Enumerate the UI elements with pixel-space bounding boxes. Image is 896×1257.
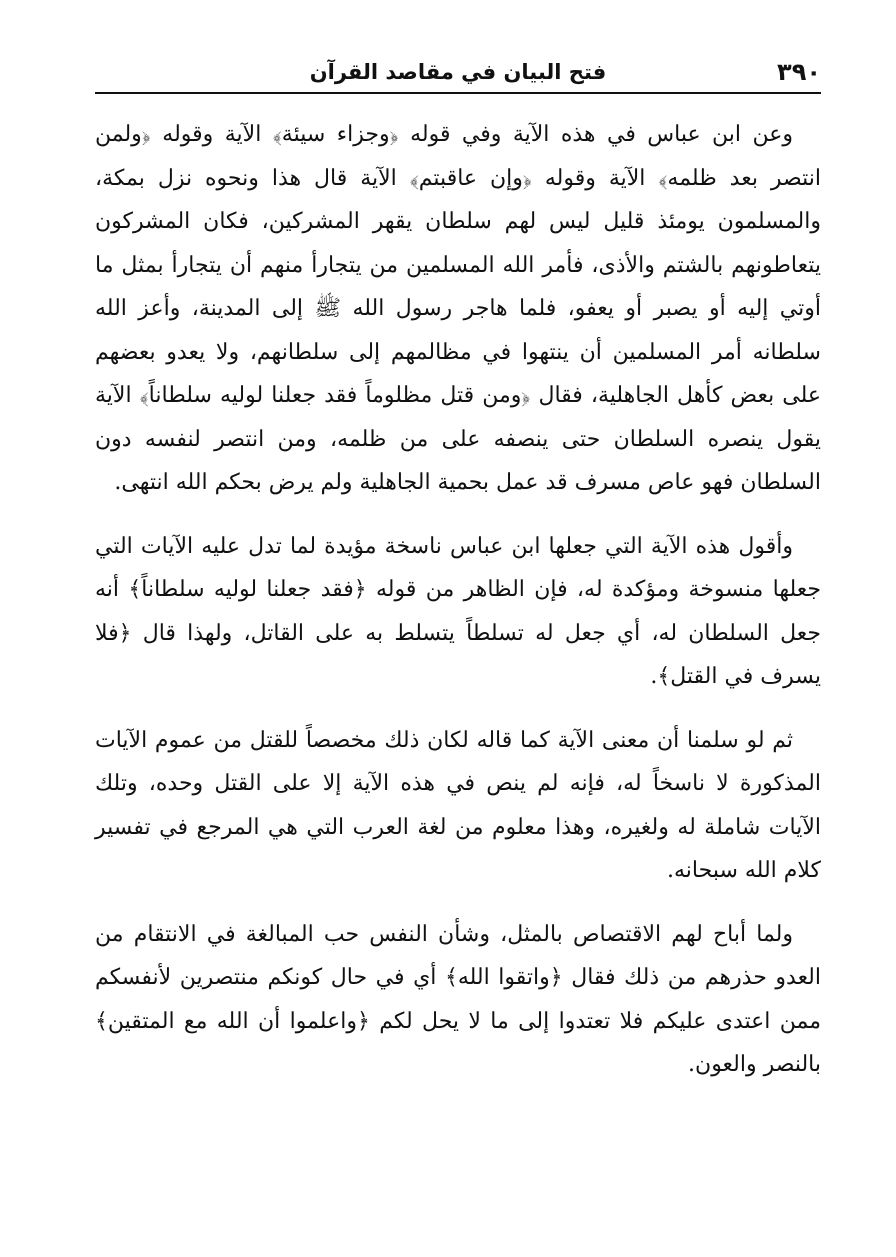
paragraph-2: وأقول هذه الآية التي جعلها ابن عباس ناسخة مؤيدة لما تدل عليه الآيات التي جعلها منسوخة ومؤكدة له، فإن الظاهر من قوله ﴿فقد جعلنا لوليه سلطاناً﴾ أنه جعل السلطان له، أي جعل له تسلطاً يتسلط به على القاتل، ولهذا قال ﴿فلا يسرف في القتل﴾.	[95, 533, 821, 689]
paragraph-1: وعن ابن عباس في هذه الآية وفي قوله ﴿وجزاء سيئة﴾ الآية وقوله ﴿ولمن انتصر بعد ظلمه﴾ الآية وقوله ﴿وإن عاقبتم﴾ الآية قال هذا ونحوه نزل بمكة، والمسلمون يومئذ قليل ليس لهم سلطان يقهر المشركين، فكان المشركون يتعاطونهم بالشتم والأذى، فأمر الله المسلمين من يتجارأ منهم أن يتجارأ بمثل ما أوتي إليه أو يصبر أو يعفو، فلما هاجر رسول الله ﷺ إلى المدينة، وأعز الله سلطانه أمر المسلمين أن ينتهوا في مظالمهم إلى سلطانهم، ولا يعدو بعضهم على بعض كأهل الجاهلية، فقال ﴿ومن قتل مظلوماً فقد جعلنا لوليه سلطاناً﴾ الآية يقول ينصره السلطان حتى ينصفه على من ظلمه، ومن انتصر لنفسه دون السلطان فهو عاص مسرف قد عمل بحمية الجاهلية ولم يرض بحكم الله انتهى.	[95, 122, 821, 495]
page-header	[95, 52, 821, 94]
paragraph-4: ولما أباح لهم الاقتصاص بالمثل، وشأن النفس حب المبالغة في الانتقام من العدو حذرهم من ذلك فقال ﴿واتقوا الله﴾ أي في حال كونكم منتصرين لأنفسكم ممن اعتدى عليكم فلا تعتدوا إلى ما لا يحل لكم ﴿واعلموا أن الله مع المتقين﴾ بالنصر والعون.	[95, 921, 821, 1077]
body-text	[95, 113, 821, 1107]
paragraph-3: ثم لو سلمنا أن معنى الآية كما قاله لكان ذلك مخصصاً للقتل من عموم الآيات المذكورة لا ناسخاً له، فإنه لم ينص في هذه الآية إلا على القتل وحده، وتلك الآيات شاملة له ولغيره، وهذا معلوم من لغة العرب التي هي المرجع في تفسير كلام الله سبحانه.	[95, 727, 821, 883]
page-number: ٣٩٠	[777, 58, 821, 86]
running-title: فتح البيان في مقاصد القرآن	[309, 60, 607, 84]
